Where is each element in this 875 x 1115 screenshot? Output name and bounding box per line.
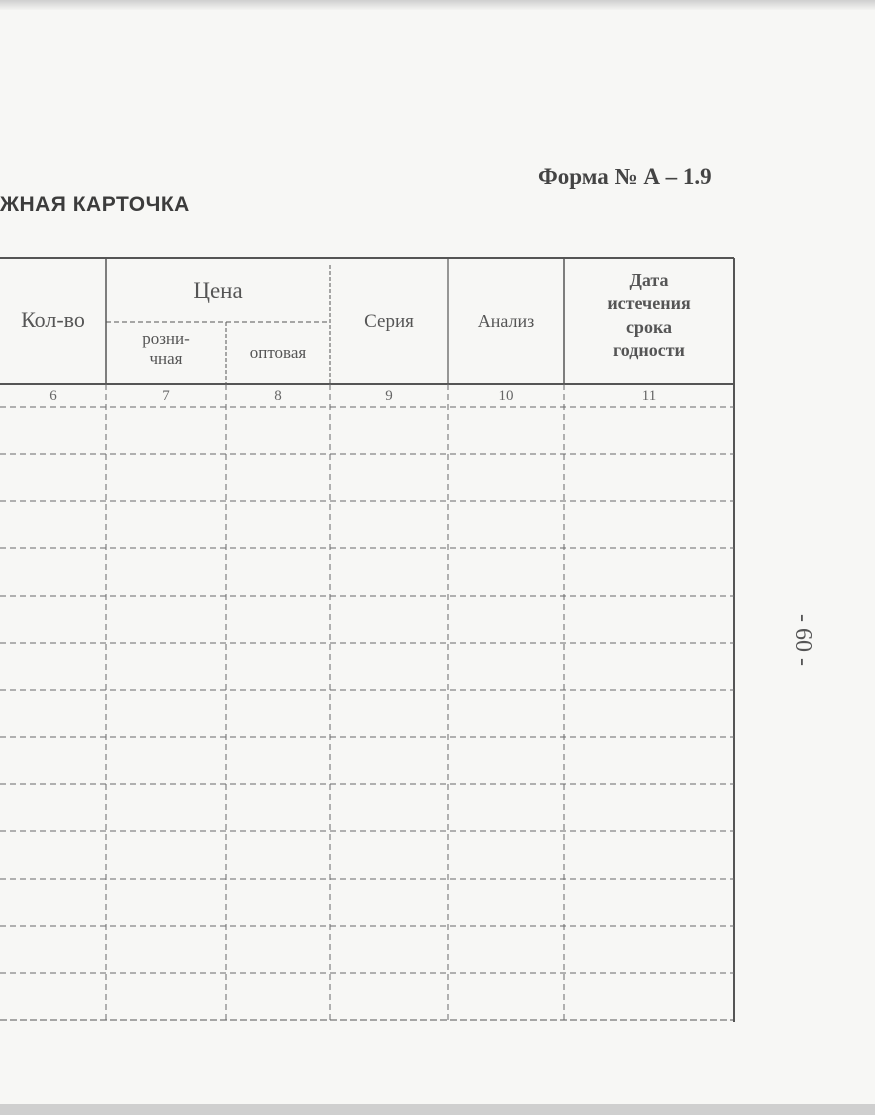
scan-shadow-bottom <box>0 1104 875 1115</box>
header-price: Цена <box>193 278 243 303</box>
column-number: 10 <box>498 388 514 404</box>
header-series: Серия <box>364 311 414 332</box>
header-analysis: Анализ <box>477 311 535 331</box>
column-number: 9 <box>385 388 393 404</box>
column-number: 6 <box>49 388 57 404</box>
form-number: Форма № А – 1.9 <box>538 164 712 189</box>
header-wholesale: оптовая <box>249 343 307 362</box>
column-number: 8 <box>274 388 282 404</box>
header-qty: Кол-во <box>21 307 85 332</box>
document-title: ЖНАЯ КАРТОЧКА <box>0 193 190 216</box>
header-expiry-date: Дата истечения срока годности <box>607 270 691 361</box>
page-number: - 60 - <box>790 614 816 666</box>
column-number: 11 <box>641 388 657 404</box>
column-number: 7 <box>162 388 170 404</box>
header-retail: розни- чная <box>142 329 190 368</box>
